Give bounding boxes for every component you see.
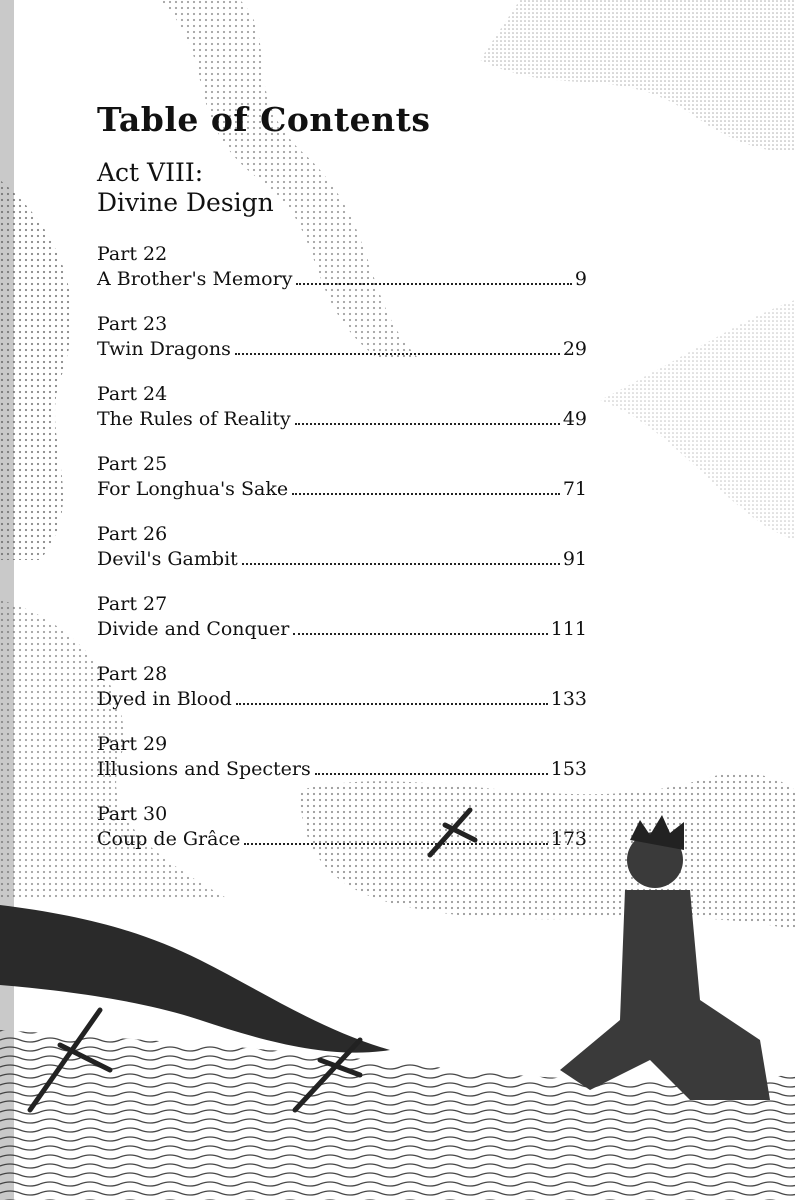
page-number: 49 <box>562 408 587 430</box>
dot-leader <box>315 773 548 775</box>
entry-line <box>97 826 587 852</box>
chapter-title: Twin Dragons <box>97 338 231 360</box>
toc-entry-part-30[interactable] <box>97 802 587 852</box>
act-label: Act VIII: <box>97 158 204 187</box>
chapter-title: Devil's Gambit <box>97 548 238 570</box>
entry-line <box>97 686 587 712</box>
part-label: Part 30 <box>97 803 168 825</box>
chapter-title: Dyed in Blood <box>97 688 232 710</box>
dot-leader <box>235 353 560 355</box>
entry-line <box>97 756 587 782</box>
toc-entry-part-25[interactable] <box>97 452 587 502</box>
entry-line <box>97 406 587 432</box>
part-label: Part 23 <box>97 313 168 335</box>
dot-leader <box>236 703 548 705</box>
entry-line <box>97 476 587 502</box>
chapter-title: The Rules of Reality <box>97 408 291 430</box>
entry-line <box>97 616 587 642</box>
toc-entry-part-28[interactable] <box>97 662 587 712</box>
part-label: Part 27 <box>97 593 168 615</box>
toc-entry-part-22[interactable] <box>97 242 587 292</box>
dot-leader <box>244 843 547 845</box>
page-number: 9 <box>574 268 587 290</box>
page-number: 133 <box>550 688 587 710</box>
page-number: 71 <box>562 478 587 500</box>
toc-entry-part-27[interactable] <box>97 592 587 642</box>
table-of-contents <box>97 100 587 872</box>
part-label: Part 26 <box>97 523 168 545</box>
part-label: Part 22 <box>97 243 168 265</box>
toc-entry-part-24[interactable] <box>97 382 587 432</box>
chapter-title: Coup de Grâce <box>97 828 241 850</box>
chapter-title: A Brother's Memory <box>97 268 293 290</box>
toc-entry-part-23[interactable] <box>97 312 587 362</box>
part-label: Part 29 <box>97 733 168 755</box>
toc-entry-part-26[interactable] <box>97 522 587 572</box>
dot-leader <box>242 563 560 565</box>
part-label: Part 25 <box>97 453 168 475</box>
dot-leader <box>296 283 571 285</box>
page-number: 29 <box>562 338 587 360</box>
part-label: Part 24 <box>97 383 168 405</box>
chapter-title: Illusions and Specters <box>97 758 311 780</box>
dot-leader <box>295 423 560 425</box>
dot-leader <box>292 493 560 495</box>
toc-entry-part-29[interactable] <box>97 732 587 782</box>
page-number: 91 <box>562 548 587 570</box>
dot-leader <box>293 633 547 635</box>
chapter-title: For Longhua's Sake <box>97 478 289 500</box>
page-title: Table of Contents <box>97 100 431 139</box>
page-number: 153 <box>550 758 587 780</box>
page-number: 111 <box>550 618 587 640</box>
entry-line <box>97 546 587 572</box>
act-name: Divine Design <box>97 188 274 217</box>
act-heading <box>97 158 587 218</box>
part-label: Part 28 <box>97 663 168 685</box>
chapter-title: Divide and Conquer <box>97 618 290 640</box>
entry-line <box>97 336 587 362</box>
entry-line <box>97 266 587 292</box>
page-number: 173 <box>550 828 587 850</box>
